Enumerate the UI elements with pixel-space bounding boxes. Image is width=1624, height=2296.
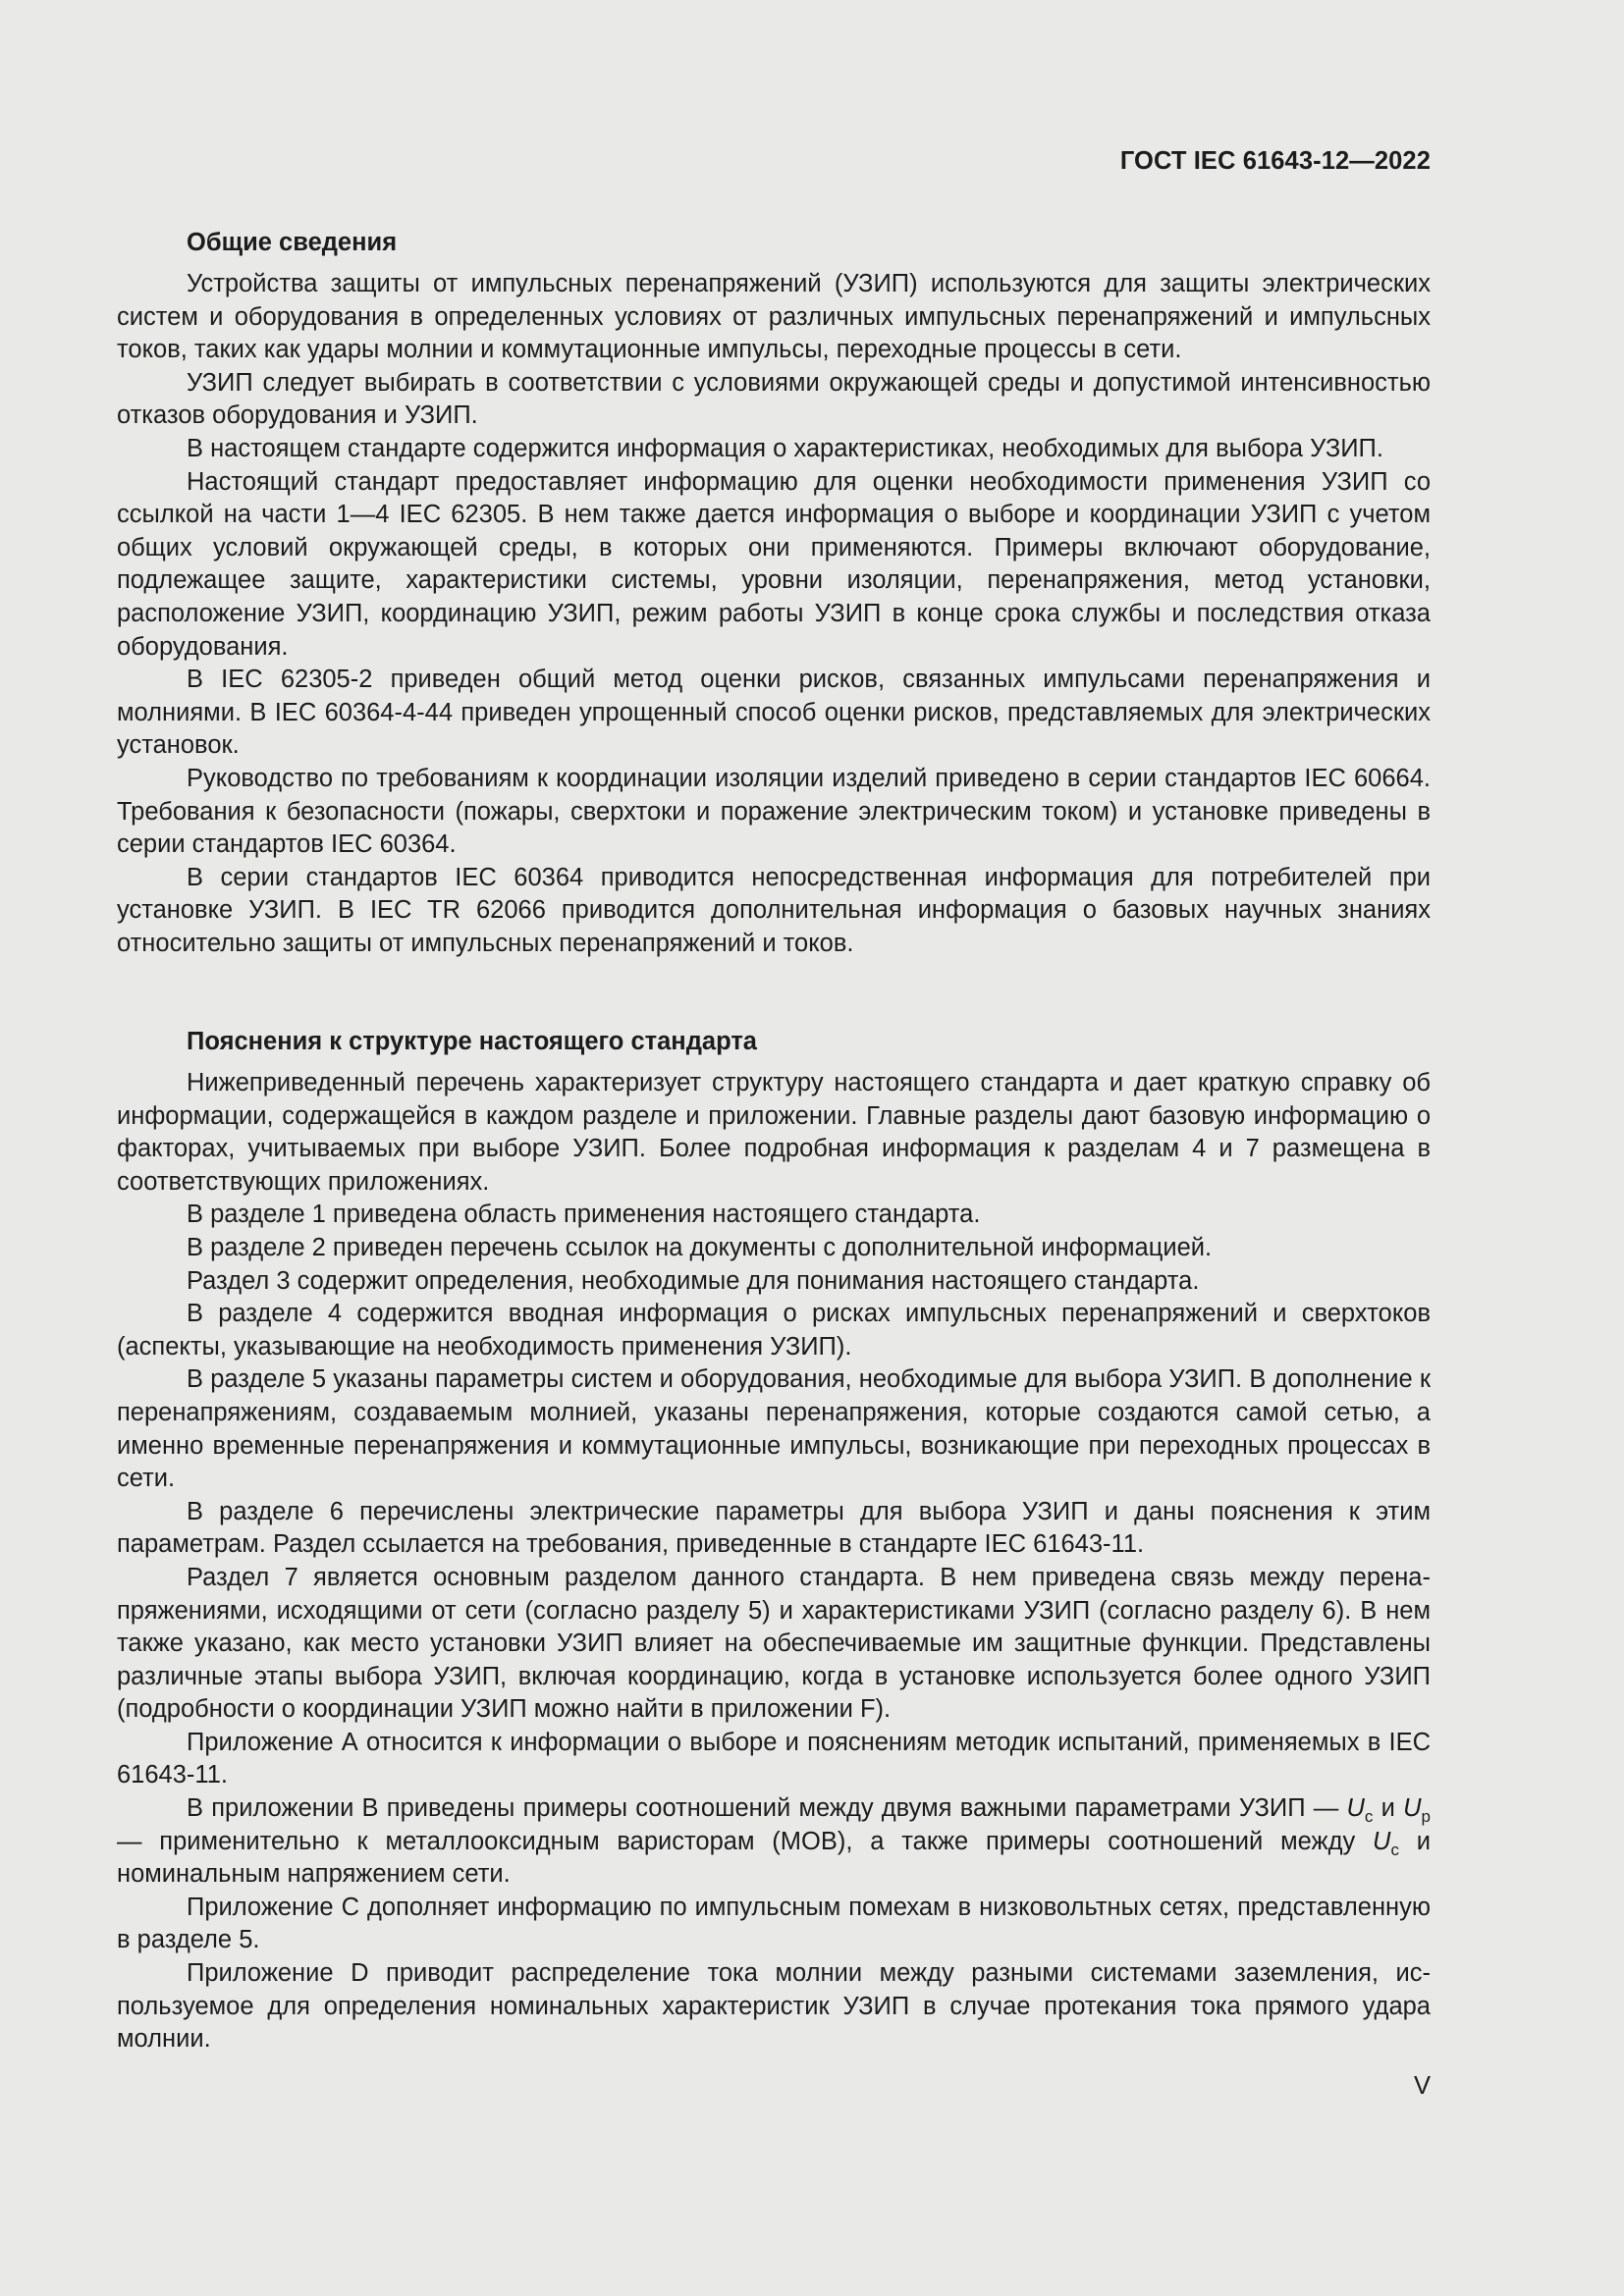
paragraph: Приложение D приводит распределение тока молнии между разными системами заземления, используемое для определения номинальных характеристик УЗИП в случае протекания тока прямого удара молнии. [117, 1959, 1431, 2054]
paragraph: В IEC 62305-2 приведен общий метод оценки рисков, связанных импульсами перенапряжения и молниями. В IEC 60364-4-44 приведен упрощенный способ оценки рисков, представляемых для электрических установок. [117, 666, 1431, 760]
paragraph: В серии стандартов IEC 60364 приводится непосредственная информация для потребителей при установке УЗИП. В IEC TR 62066 приводится дополнительная информация о базовых научных знаниях относительно защиты от импульсных перенапряжений и токов. [117, 863, 1431, 957]
text-run: и [1373, 1794, 1404, 1823]
text-run: — применительно к металлооксидным варисторам (МОВ), а также примеры соотношений между [117, 1827, 1374, 1855]
paragraph: Раздел 7 является основным разделом данного стандарта. В нем приведена связь между перенапряжениями, исходящими от сети (согласно разделу 5) и характеристиками УЗИП (согласно разделу 6). В нем также указано, как место установки УЗИП влияет на обеспечиваемые им защитные функции. Представлены различные этапы выбора УЗИП, включая координацию, когда в установке используется более одного УЗИП (подробности о координации УЗИП можно найти в приложении F). [117, 1563, 1431, 1724]
subscript: p [1421, 1807, 1431, 1827]
paragraph: В разделе 5 указаны параметры систем и оборудования, необходимые для выбора УЗИП. В дополнение к перенапряжениям, создаваемым молнией, указаны перенапряжения, которые создаются самой сетью, а именно временные перенапряжения и коммутационные импульсы, возникающие при переходных процессах в сети. [117, 1365, 1431, 1493]
document-page [117, 0, 1431, 2296]
paragraph: Настоящий стандарт предоставляет информацию для оценки необходимости применения УЗИП со ссылкой на части 1—4 IEC 62305. В нем также дается информация о выборе и координации УЗИП с учетом общих условий окружающей среды, в которых они применяются. Примеры включают оборудование, подлежащее защите, характеристики системы, уровни изоляции, перенапряжения, метод установки, расположение УЗИП, координацию УЗИП, режим работы УЗИП в конце срока службы и последствия отказа оборудования. [117, 467, 1431, 661]
subscript: c [1364, 1807, 1374, 1827]
paragraph-annex-b [117, 1792, 1431, 1892]
text-run: и номинальным напряжением сети. [117, 1827, 1431, 1889]
paragraph: Устройства защиты от импульсных перенапряжений (УЗИП) используются для защиты электрических систем и оборудования в определенных условиях от различных импульсных перенапряжений и импульсных токов, таких как удары молнии и коммутационные импульсы, переходные процессы в сети. [117, 270, 1431, 364]
paragraph: В разделе 6 перечислены электрические параметры для выбора УЗИП и даны пояснения к этим параметрам. Раздел ссылается на требования, приведенные в стандарте IEC 61643-11. [117, 1497, 1431, 1559]
paragraph: В разделе 1 приведена область применения настоящего стандарта. [187, 1201, 981, 1229]
paragraph: В настоящем стандарте содержится информация о характеристиках, необходимых для выбора УЗИП. [187, 434, 1383, 462]
section-structure-explanation [117, 1025, 1431, 2056]
paragraph: В разделе 4 содержится вводная информация о рисках импульсных перенапряжений и сверхтоков (аспекты, указывающие на необходимость применения УЗИП). [117, 1300, 1431, 1361]
section-general-info [117, 226, 1431, 960]
paragraph: Руководство по требованиям к координации изоляции изделий приведено в серии стандартов IEC 60664. Требования к безопасности (пожары, сверхтоки и поражение электрическим током) и установке приведены в серии стандартов IEC 60364. [117, 764, 1431, 859]
document-id-header: ГОСТ IEC 61643-12—2022 [1119, 147, 1431, 175]
section-title: Общие сведения [187, 229, 398, 256]
subscript: c [1390, 1840, 1399, 1859]
paragraph: Раздел 3 содержит определения, необходимые для понимания настоящего стандарта. [187, 1266, 1200, 1295]
section-title: Пояснения к структуре настоящего стандарта [187, 1028, 757, 1055]
symbol-u: U [1403, 1794, 1422, 1823]
page-number: V [1413, 2072, 1431, 2100]
paragraph: Приложение А относится к информации о выборе и пояснениям методик испытаний, применяемых в IEC 61643-11. [117, 1728, 1431, 1789]
paragraph: В разделе 2 приведен перечень ссылок на документы с дополнительной информацией. [187, 1233, 1213, 1261]
text-run: В приложении В приведены примеры соотношений между двумя важными параметрами УЗИП — [187, 1794, 1347, 1823]
paragraph: Нижеприведенный перечень характеризует структуру настоящего стандарта и дает краткую справку об информации, содержащейся в каждом разделе и приложении. Главные разделы дают базовую информацию о факторах, учитываемых при выборе УЗИП. Более подробная информация к разделам 4 и 7 размещена в соответствующих приложениях. [117, 1069, 1431, 1196]
paragraph: УЗИП следует выбирать в соответствии с условиями окружающей среды и допустимой интенсивностью отказов оборудования и УЗИП. [117, 368, 1431, 430]
paragraph: Приложение С дополняет информацию по импульсным помехам в низковольтных сетях, представленную в разделе 5. [117, 1893, 1431, 1954]
symbol-u: U [1346, 1794, 1365, 1823]
symbol-u: U [1373, 1827, 1391, 1855]
